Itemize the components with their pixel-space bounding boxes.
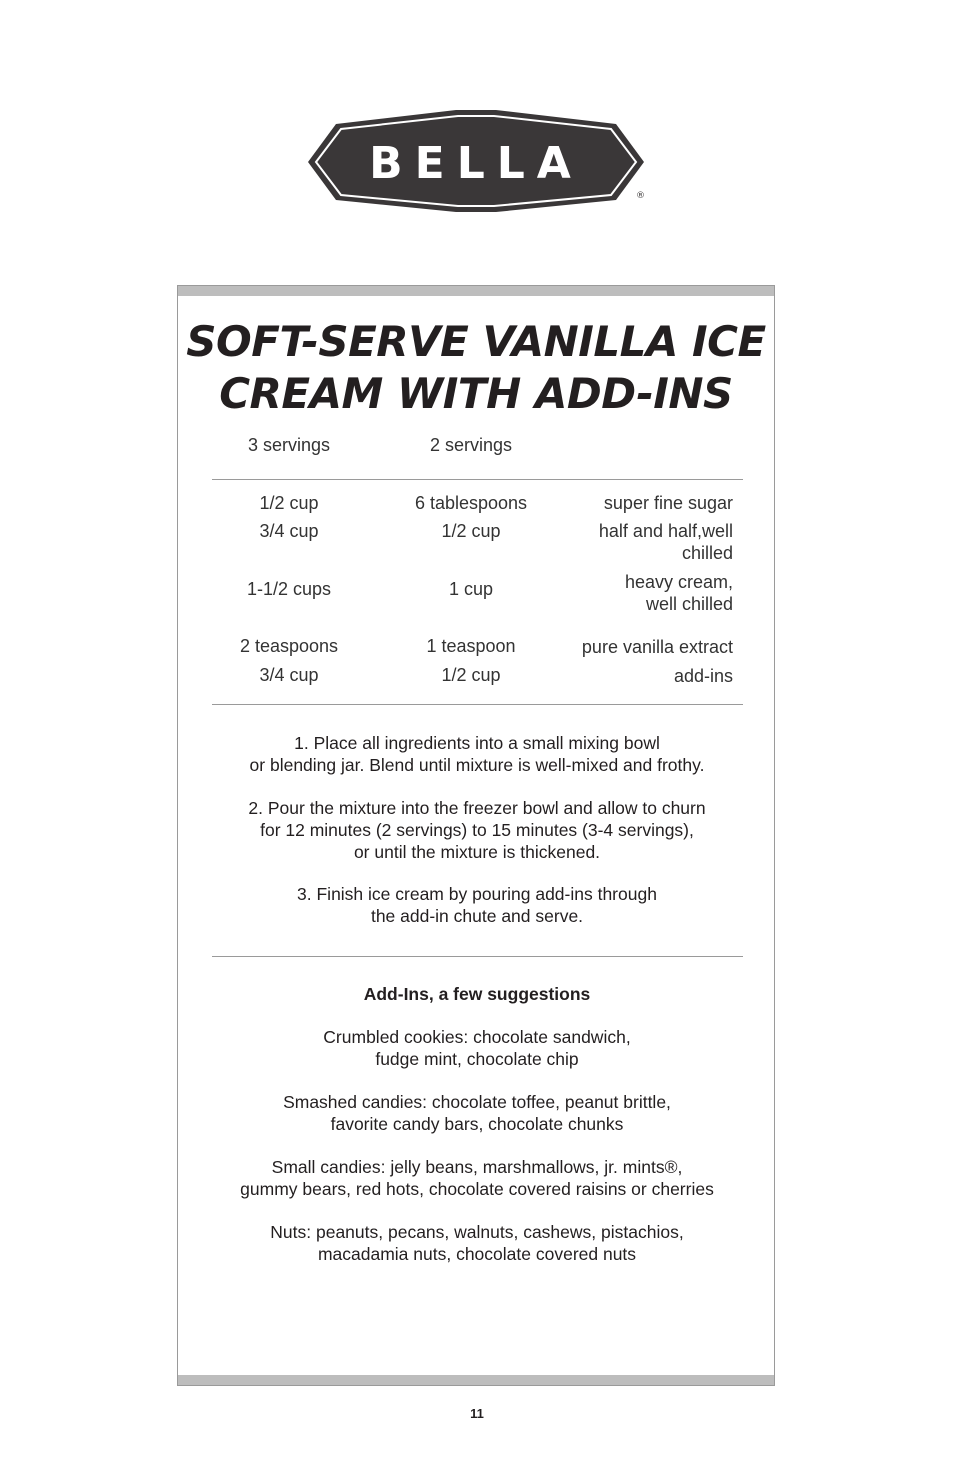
step-line: 2. Pour the mixture into the freezer bowl and allow to churn — [248, 798, 706, 818]
addin-line: Smashed candies: chocolate toffee, peanut brittle, — [283, 1092, 671, 1112]
ingredient-name: add-ins — [673, 666, 733, 686]
step-3 — [198, 883, 756, 927]
bella-logo-badge — [306, 110, 650, 214]
addin-suggestion — [198, 1026, 756, 1070]
ingredient-name-cont: well chilled — [645, 594, 733, 614]
servings-2-label: 2 servings — [429, 435, 513, 455]
ingredient-amount-3: 3/4 cup — [259, 665, 319, 685]
step-2 — [198, 797, 756, 863]
step-line: for 12 minutes (2 servings) to 15 minutes (3-4 servings), — [260, 820, 694, 840]
addin-suggestion — [198, 1091, 756, 1135]
logo-text: BELLA — [369, 138, 583, 189]
addin-suggestion — [198, 1221, 756, 1265]
step-line: 1. Place all ingredients into a small mixing bowl — [294, 733, 660, 753]
recipe-card — [177, 285, 775, 1386]
ingredient-amount-2: 1 teaspoon — [426, 636, 516, 656]
registered-mark: ® — [636, 191, 645, 201]
card-top-bar — [178, 286, 774, 296]
addin-line: Small candies: jelly beans, marshmallows, jr. mints®, — [271, 1157, 683, 1177]
addin-line: favorite candy bars, chocolate chunks — [330, 1114, 624, 1134]
ingredient-amount-3: 1/2 cup — [259, 493, 319, 513]
addin-line: macadamia nuts, chocolate covered nuts — [317, 1244, 637, 1264]
ingredient-amount-3: 3/4 cup — [259, 521, 319, 541]
divider — [212, 479, 743, 480]
title-line-1: SOFT-SERVE VANILLA ICE — [186, 317, 766, 366]
addin-line: gummy bears, red hots, chocolate covered raisins or cherries — [240, 1179, 714, 1199]
ingredient-name: pure vanilla extract — [581, 637, 733, 657]
page-number: 11 — [470, 1406, 484, 1421]
addin-line: fudge mint, chocolate chip — [375, 1049, 579, 1069]
title-line-2: CREAM WITH ADD-INS — [219, 369, 733, 418]
addin-line: Crumbled cookies: chocolate sandwich, — [323, 1027, 631, 1047]
addins-heading: Add-Ins, a few suggestions — [363, 984, 591, 1004]
addin-line: Nuts: peanuts, pecans, walnuts, cashews, pistachios, — [270, 1222, 684, 1242]
ingredient-name-cont: chilled — [681, 543, 733, 563]
ingredient-name: heavy cream, — [624, 572, 733, 592]
step-line: 3. Finish ice cream by pouring add-ins through — [297, 884, 657, 904]
step-1 — [198, 732, 756, 776]
ingredient-amount-2: 6 tablespoons — [414, 493, 528, 513]
ingredient-amount-2: 1 cup — [448, 579, 494, 599]
step-line: the add-in chute and serve. — [370, 906, 584, 926]
servings-3-label: 3 servings — [247, 435, 331, 455]
recipe-title — [178, 316, 774, 420]
ingredient-name: super fine sugar — [603, 493, 733, 513]
step-line: or until the mixture is thickened. — [353, 842, 601, 862]
addin-suggestion — [198, 1156, 756, 1200]
divider — [212, 956, 743, 957]
divider — [212, 704, 743, 705]
bella-logo — [306, 110, 650, 214]
ingredient-amount-3: 2 teaspoons — [239, 636, 339, 656]
card-bottom-bar — [178, 1375, 774, 1385]
ingredient-name: half and half,well — [598, 521, 733, 541]
ingredient-amount-3: 1-1/2 cups — [246, 579, 332, 599]
ingredient-amount-2: 1/2 cup — [441, 665, 501, 685]
step-line: or blending jar. Blend until mixture is well-mixed and frothy. — [249, 755, 705, 775]
ingredient-amount-2: 1/2 cup — [441, 521, 501, 541]
